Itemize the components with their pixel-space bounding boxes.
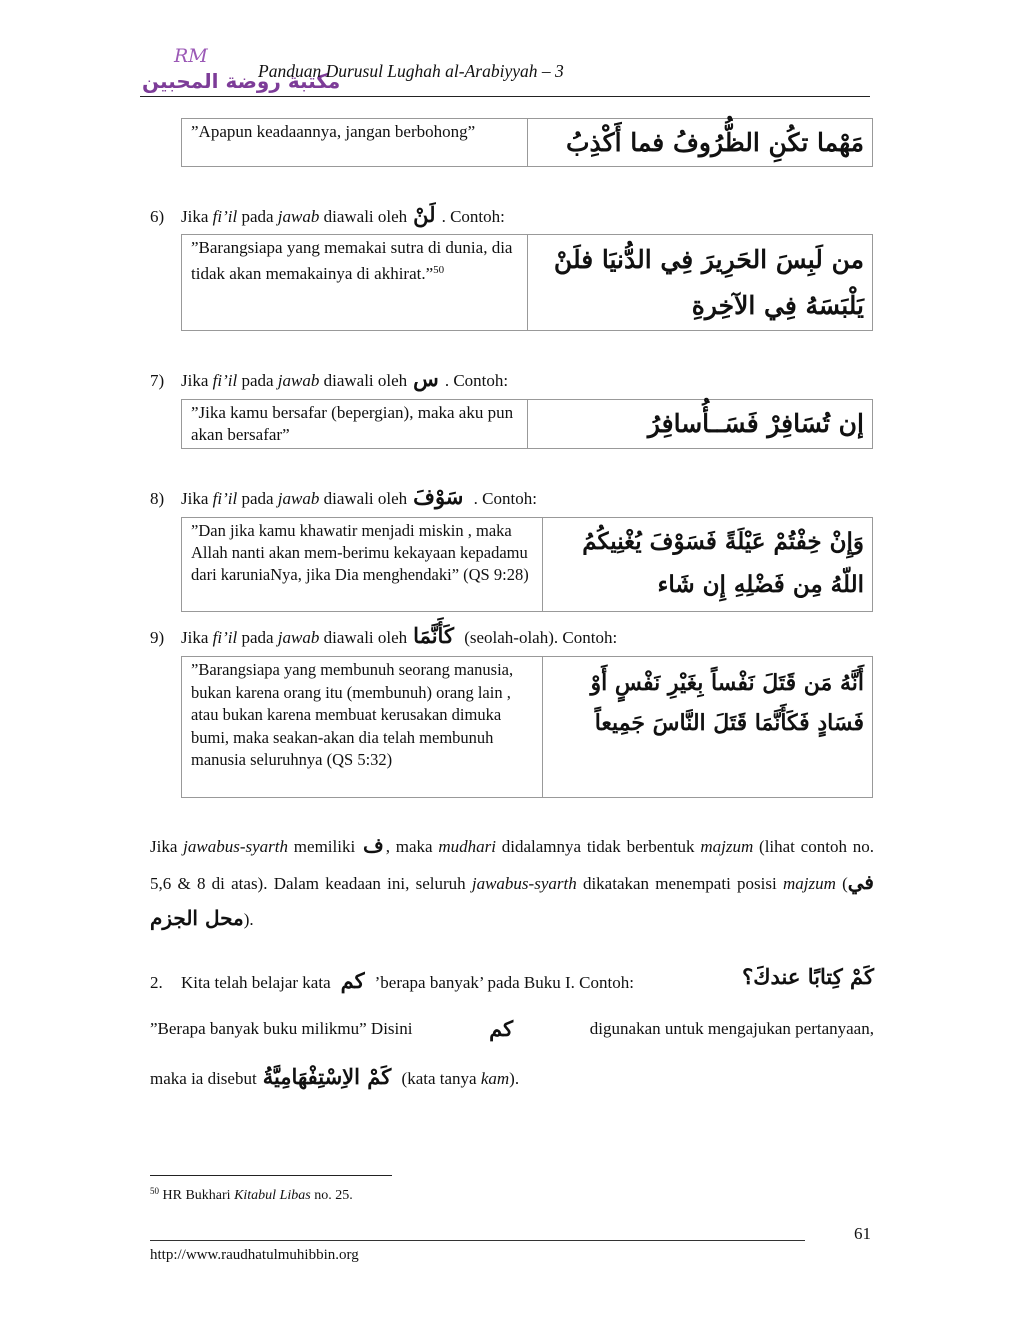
list-item-8 — [150, 485, 537, 511]
item-term: jawab — [277, 207, 320, 226]
section-text: digunakan untuk mengajukan pertanyaan, — [589, 1018, 874, 1038]
para-arabic: في محل الجزم — [150, 869, 874, 930]
table-cell-arabic: وَإِنْ خِفْتُمْ عَيْلَةً فَسَوْفَ يُغْنِيكُمُ اللّهُ مِن فَضْلِهِ إِن شَاء — [582, 528, 864, 598]
item-number: 7) — [150, 371, 165, 390]
para-term: majzum — [700, 837, 754, 856]
para-text: (lihat contoh no. 5,6 & 8 di atas). Dalam keadaan ini, seluruh — [150, 837, 874, 893]
footer-rule — [150, 1240, 805, 1241]
list-item-6 — [150, 203, 505, 229]
table-cell-arabic: من لَبِسَ الحَرِيرَ فِي الدُّنيَا فلَنْ يَلْبَسَهُ فِي الآخِرةِ — [553, 245, 864, 320]
footnote-ref: 50 — [433, 264, 445, 276]
section-2-line-2 — [150, 1016, 874, 1041]
item-text: pada — [237, 371, 278, 390]
table-cell-arabic: أَنَّهُ مَن قَتَلَ نَفْساً بِغَيْرِ نَفْسٍ أَوْ فَسَادٍ فَكَأَنَّمَا قَتَلَ النَّاسَ جَمِيعاً — [590, 670, 864, 736]
item-text: diawali oleh — [319, 489, 408, 508]
section-text: ). — [509, 1069, 520, 1088]
table-cell-arabic: مَهْما تكُنِ الظُّرُوفُ فما أَكْذِبُ — [566, 128, 864, 157]
item-text: Jika — [181, 207, 213, 226]
item-particle: س — [413, 366, 439, 391]
logo-latin-text: RM — [174, 45, 208, 67]
section-arabic: كم — [340, 968, 365, 993]
example-table-9 — [181, 656, 873, 798]
footnote-rule — [150, 1175, 392, 1176]
item-particle: سَوْفَ — [413, 484, 464, 509]
footnote-text: no. 25. — [310, 1188, 353, 1203]
paragraph-jawabus-syarth — [150, 828, 874, 938]
item-text: Jika — [181, 628, 213, 647]
item-term: fi’il — [212, 628, 238, 647]
publisher-logo — [140, 44, 341, 96]
item-text: diawali oleh — [319, 371, 408, 390]
table-cell-indonesian: ”Jika kamu bersafar (bepergian), maka aku pun akan bersafar” — [182, 400, 528, 448]
page-number: 61 — [854, 1224, 871, 1243]
table-cell-indonesian — [182, 235, 528, 330]
section-term: kam — [480, 1069, 510, 1088]
para-text: didalamnya tidak berbentuk — [495, 837, 701, 856]
item-text: pada — [237, 628, 278, 647]
header-rule — [140, 96, 870, 97]
item-term: jawab — [277, 628, 320, 647]
para-text: memiliki — [288, 837, 361, 856]
section-2-line-1 — [150, 964, 874, 993]
item-text: diawali oleh — [319, 628, 408, 647]
table-cell-indonesian: ”Dan jika kamu khawatir menjadi miskin , maka Allah nanti akan mem-berimu kekayaan kepadamu dari karuniaNya, jika Dia menghendaki” (QS 9:28) — [182, 518, 543, 611]
example-table-7 — [181, 399, 873, 449]
item-text: . Contoh: — [444, 371, 509, 390]
footnote-term: Kitabul Libas — [234, 1188, 311, 1203]
example-table-6 — [181, 234, 873, 331]
para-arabic: ف — [362, 833, 384, 857]
section-text: ”Berapa banyak buku milikmu” Disini — [150, 1018, 413, 1038]
list-item-7 — [150, 367, 508, 393]
footnote — [150, 1186, 353, 1204]
item-text: diawali oleh — [319, 207, 408, 226]
para-text: dikatakan menempati posisi — [576, 873, 783, 893]
indonesian-text: ”Barangsiapa yang memakai sutra di dunia, dia tidak akan memakainya di akhirat.” — [191, 238, 513, 283]
section-text: ’berapa banyak’ pada Buku I. Contoh: — [374, 973, 634, 992]
section-text: Kita telah belajar kata — [181, 973, 331, 992]
table-cell-indonesian: ”Apapun keadaannya, jangan berbohong” — [182, 119, 528, 166]
section-arabic-example: كَمْ كِتابًا عندكَ؟ — [742, 964, 874, 989]
section-number: 2. — [150, 973, 163, 992]
example-table-top — [181, 118, 873, 167]
item-particle: كَأَنَّمَا — [413, 623, 454, 648]
logo-arabic-text: مكتبة روضة المحبين — [142, 69, 341, 93]
footer-url[interactable]: http://www.raudhatulmuhibbin.org — [150, 1247, 359, 1263]
item-term: jawab — [277, 489, 320, 508]
section-text: maka ia disebut — [150, 1069, 257, 1088]
item-particle: لَنْ — [413, 202, 436, 227]
para-term: jawabus-syarth — [183, 837, 289, 856]
para-term: majzum — [782, 873, 836, 893]
item-number: 9) — [150, 628, 165, 647]
item-text: Jika — [181, 489, 213, 508]
item-number: 6) — [150, 207, 165, 226]
item-term: fi’il — [212, 489, 238, 508]
section-arabic: كَمْ الاِسْتِفْهَامِيَّةُ — [262, 1064, 392, 1089]
section-text: (kata tanya — [397, 1069, 481, 1088]
item-number: 8) — [150, 489, 165, 508]
item-text: Jika — [181, 371, 213, 390]
item-text: pada — [237, 489, 278, 508]
para-text: , maka — [385, 837, 439, 856]
footnote-text: HR Bukhari — [159, 1188, 235, 1203]
para-term: jawabus-syarth — [471, 873, 577, 893]
item-text: pada — [237, 207, 278, 226]
para-text: Jika — [150, 837, 184, 856]
section-arabic: كم — [489, 1016, 514, 1041]
example-table-8 — [181, 517, 873, 612]
table-cell-indonesian: ”Barangsiapa yang membunuh seorang manusia, bukan karena orang itu (membunuh) orang lain , atau bukan karena membuat kerusakan dimuka bumi, maka seakan-akan dia telah membunuh manusia seluruhnya (QS 5:32) — [182, 657, 543, 797]
list-item-9 — [150, 624, 617, 650]
item-term: jawab — [277, 371, 320, 390]
table-cell-arabic: إن تُسَافِرْ فَسَــأُسافِرُ — [647, 409, 864, 438]
item-text: . Contoh: — [469, 489, 537, 508]
footnote-number: 50 — [150, 1186, 159, 1196]
para-text: ). — [243, 910, 254, 929]
item-term: fi’il — [212, 371, 238, 390]
item-term: fi’il — [212, 207, 238, 226]
section-2-line-3 — [150, 1064, 874, 1089]
running-title: Panduan Durusul Lughah al-Arabiyyah – 3 — [258, 61, 564, 81]
item-text: . Contoh: — [441, 207, 505, 226]
para-text: ( — [835, 873, 848, 893]
para-term: mudhari — [438, 837, 496, 856]
item-text: (seolah-olah). Contoh: — [459, 628, 618, 647]
